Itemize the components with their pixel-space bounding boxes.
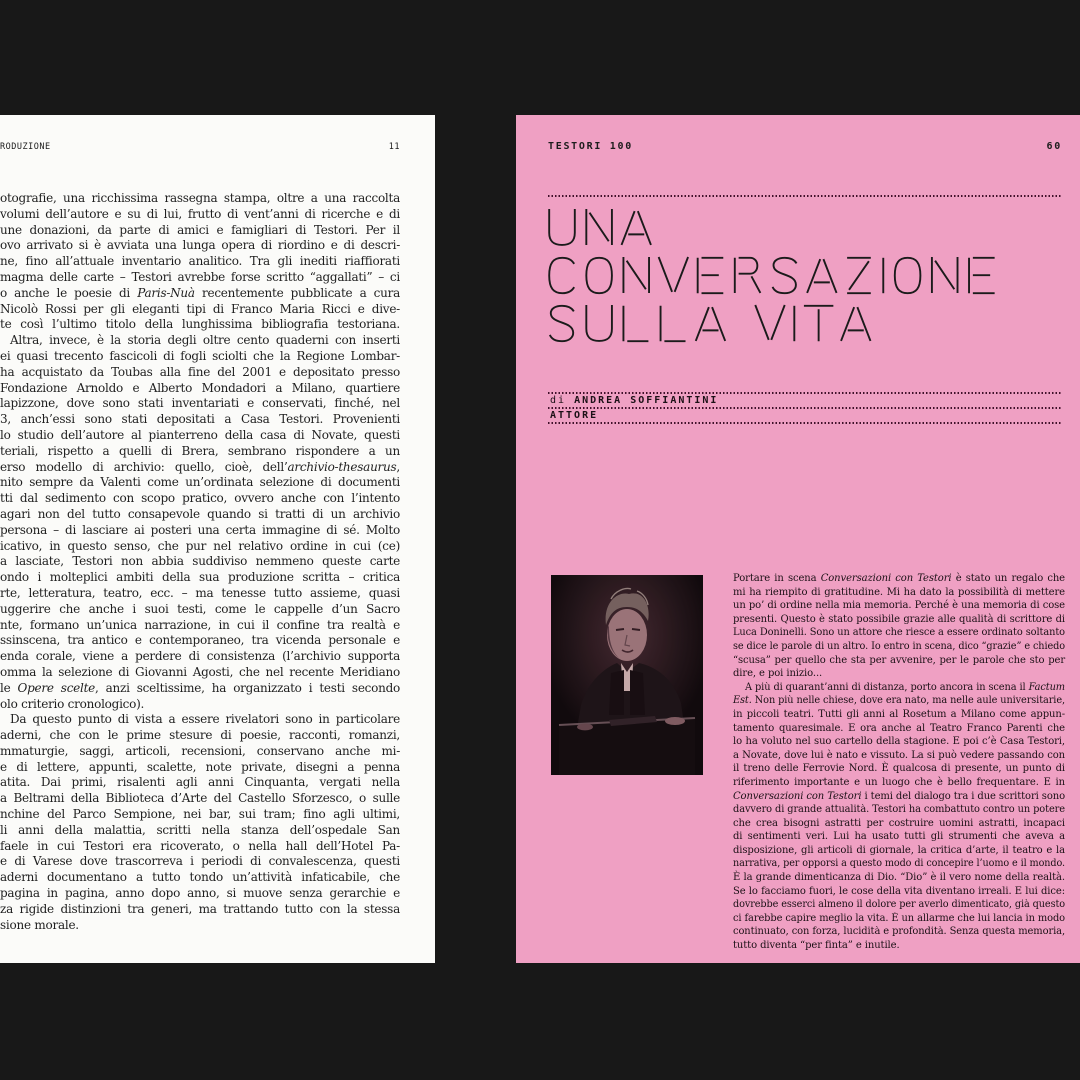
text-line: tti dal sedimento con scopo pratico, ovvero anche con l’intento: [0, 491, 400, 506]
text-line: tamento quaresimale. E ora anche al Teatro Franco Parenti che: [733, 722, 1065, 734]
text-line: te così l’ultimo titolo della lunghissima bibliografia testoriana.: [0, 317, 400, 332]
text-line: Luca Doninelli. Sono un attore che riesce a essere ordinato soltanto: [733, 627, 1065, 639]
text-line: “scusa” per quello che sta per avvenire, per le parole che sto per: [733, 654, 1065, 666]
byline-author-row: [548, 394, 1062, 407]
text-line: Se lo facciamo fuori, le cose della vita diventano irreali. E lui dice:: [733, 885, 1065, 897]
text-line: aderni, che con le prime stesure di poesie, racconti, romanzi,: [0, 728, 400, 743]
text-line: riferimento importante e un luogo che è bello frequentare. E in: [733, 776, 1065, 788]
text-line: atita. Dai primi, risalenti agli anni Cinquanta, vergati nella: [0, 775, 400, 790]
text-line: di sentimenti veri. Lui ha usato tutti gli strumenti che aveva a: [733, 831, 1065, 843]
text-line: ne, fino all’attuale inventario analitico. Tra gli inediti riaffiorati: [0, 254, 400, 269]
text-line: za rigide distinzioni tra generi, ma trattando tutto con la stessa: [0, 901, 400, 916]
article-photo: [551, 575, 703, 775]
text-line: dire, e poi inizio...: [733, 668, 823, 680]
text-line: lapizzone, dove sono stati inventariati e conservati, finché, nel: [0, 396, 400, 411]
right-page: [516, 115, 1080, 963]
text-line: teriali, rispetto a quelli di Brera, sembrano rispondere a un: [0, 443, 400, 458]
text-line: a Beltrami della Biblioteca d’Arte del Castello Sforzesco, o sulle: [0, 791, 400, 806]
left-page-number: 11: [388, 142, 400, 152]
text-line: le Opere scelte, anzi sceltissime, ha organizzato i testi secondo: [0, 680, 401, 695]
byline-prefix: di: [550, 395, 567, 406]
text-line: rte, letteratura, teatro, ecc. – ma tenesse tutto assieme, quasi: [0, 585, 400, 600]
text-line: Nicolò Rossi per gli eleganti tipi di Franco Maria Ricci e dive-: [0, 301, 400, 316]
text-line: Da questo punto di vista a essere rivelatori sono in particolare: [10, 712, 400, 727]
text-line: Portare in scena Conversazioni con Testori è stato un regalo che: [733, 573, 1066, 584]
text-line: li anni della malattia, scritti nella stanza dell’ospedale San: [0, 822, 400, 837]
text-line: erso modello di archivio: quello, cioè, dell’archivio-thesaurus,: [0, 459, 400, 474]
right-page-number: 60: [1046, 141, 1062, 152]
text-line: narrativa, per opporsi a questo modo di concepire l’uomo e il mondo.: [733, 858, 1065, 870]
right-running-head: [548, 141, 1062, 152]
text-line: lo studio dell’autore al pianterreno della casa di Novate, questi: [0, 427, 400, 442]
text-line: olo criterio cronologico).: [0, 696, 145, 711]
text-line: a Novate, dove lui è nato e vissuto. La si può vedere passando con: [733, 749, 1065, 761]
text-line: presenti. Questo è stato possibile grazie alle qualità di scrittore di: [733, 613, 1065, 625]
text-line: nito sempre da Valenti come un’ordinata selezione di documenti: [0, 475, 400, 490]
text-line: Est. Non più nelle chiese, dove era nato, ma nelle aule universitarie,: [733, 695, 1065, 707]
text-line: une donazioni, da parte di amici e famigliari di Testori. Per il: [0, 222, 400, 237]
text-line: persona – di lasciare ai posteri una certa immagine di sé. Molto: [0, 522, 400, 537]
text-line: a lasciate, Testori non abbia suddiviso nemmeno queste carte: [0, 554, 400, 569]
text-line: mmaturgie, saggi, articoli, recensioni, conservano anche mi-: [0, 743, 400, 758]
text-line: Conversazioni con Testori i temi del dialogo tra i due scrittori sono: [733, 790, 1065, 802]
text-line: otografie, una ricchissima rassegna stampa, oltre a una raccolta: [0, 191, 400, 205]
text-line: magma delle carte – Testori avrebbe forse scritto “aggallati” – ci: [0, 269, 400, 284]
text-line: e di lettere, appunti, scalette, note private, disegni a penna: [0, 759, 400, 774]
text-line: Fondazione Arnoldo e Alberto Mondadori a Milano, quartiere: [0, 380, 400, 395]
text-line: A più di quarant’anni di distanza, porto ancora in scena il Factum: [745, 681, 1065, 693]
text-line: ovo arrivato si è avviata una lunga opera di riordino e di descri-: [0, 238, 400, 253]
text-line: sione morale.: [0, 917, 79, 932]
left-page: [0, 115, 435, 963]
text-line: pagina in pagina, anno dopo anno, si muove senza gerarchie e: [0, 886, 400, 901]
text-line: che crea bisogni astratti per costruire uomini astratti, incapaci: [733, 817, 1065, 829]
text-line: disposizione, gli articoli di giornale, la critica d’arte, il teatro e la: [733, 844, 1065, 856]
dotted-rule-byline-3: [548, 422, 1062, 424]
text-line: e di Varese dove trascorreva i periodi di convalescenza, questi: [0, 854, 400, 869]
dotted-rule-top: [548, 195, 1062, 197]
text-line: ha acquistato da Toubas alla fine del 2001 e depositato presso: [0, 364, 400, 379]
text-line: faele in cui Testori era ricoverato, o nella hall dell’Hotel Pa-: [0, 838, 400, 853]
left-body-text: [0, 191, 400, 933]
byline-role: ATTORE: [550, 410, 599, 421]
text-line: icativo, in questo senso, che pur nel relativo ordine in cui (ce): [0, 538, 400, 553]
right-running-head-label: TESTORI 100: [548, 141, 633, 152]
text-line: ondo i molteplici ambiti della sua produzione scritta – critica: [0, 570, 400, 585]
text-line: Altra, invece, è la storia degli oltre cento quaderni con inserti: [10, 333, 400, 348]
left-running-head: [0, 142, 400, 152]
article-title-line: [546, 305, 1003, 342]
text-line: ci farebbe capire meglio la vita. È un allarme che lui lancia in modo: [733, 912, 1065, 924]
text-line: o anche le poesie di Paris-Nuà recentemente pubblicate a cura: [0, 285, 400, 300]
article-title: [546, 209, 1003, 353]
byline-author-name: ANDREA SOFFIANTINI: [574, 395, 719, 406]
text-line: in piccoli teatri. Tutti gli anni al Rosetum a Milano come appun-: [733, 708, 1065, 720]
text-line: ssinscena, tra antico e contemporaneo, tra vicenda personale e: [0, 633, 400, 648]
text-line: nchine del Parco Sempione, nei bar, sui tram; fino agli ultimi,: [0, 807, 400, 822]
left-running-head-label: RODUZIONE: [0, 142, 51, 152]
text-line: uggerire che anche i suoi testi, come le cappelle d’un Sacro: [0, 601, 400, 616]
text-line: enda corale, viene a perdere di consistenza (l’archivio supporta: [0, 649, 400, 664]
text-line: davvero di grande attualità. Testori ha combattuto contro un potere: [733, 804, 1065, 816]
text-line: È la grande dimenticanza di Dio. “Dio” è il vero nome della realtà.: [733, 872, 1065, 884]
text-line: aderni documentano a tutto tondo un’attività infaticabile, che: [0, 870, 400, 885]
byline-block: [548, 392, 1062, 424]
text-line: agari non del tutto consapevole quando si tratti di un archivio: [0, 506, 400, 521]
text-line: nte, formano un’unica narrazione, in cui il confine tra realtà e: [0, 617, 400, 632]
text-line: mi ha riempito di gratitudine. Mi ha dato la possibilità di mettere: [733, 586, 1065, 598]
text-line: lo ha voluto nel suo cartello della stagione. E poi c’è Casa Testori,: [733, 736, 1065, 748]
text-line: continuato, con forza, lucidità e profondità. Senza questa memoria,: [733, 926, 1065, 938]
text-line: tutto diventa “per finta” e inutile.: [733, 940, 900, 952]
text-line: il treno delle Ferrovie Nord. È qualcosa di presente, un punto di: [733, 763, 1065, 775]
text-line: volumi dell’autore e su di lui, frutto di vent’anni di ricerche e di: [0, 206, 400, 221]
text-line: ei quasi trecento fascicoli di fogli sciolti che la Regione Lombar-: [0, 348, 400, 363]
text-line: un po’ di ordine nella mia memoria. Perché è una memoria di cose: [733, 600, 1065, 612]
article-title-line: [546, 209, 1003, 246]
text-line: dovrebbe esserci almeno il dolore per averlo dimenticato, già questo: [733, 899, 1065, 911]
text-line: se dice le parole di un altro. Io entro in scena, dico “grazie” e chiedo: [733, 640, 1065, 652]
article-title-line: [546, 257, 1003, 294]
text-line: omma la selezione di Giovanni Agosti, che nel recente Meridiano: [0, 664, 400, 679]
article-body-text: [733, 572, 1065, 953]
text-line: 3, anch’essi sono stati depositati a Casa Testori. Provenienti: [0, 412, 400, 427]
